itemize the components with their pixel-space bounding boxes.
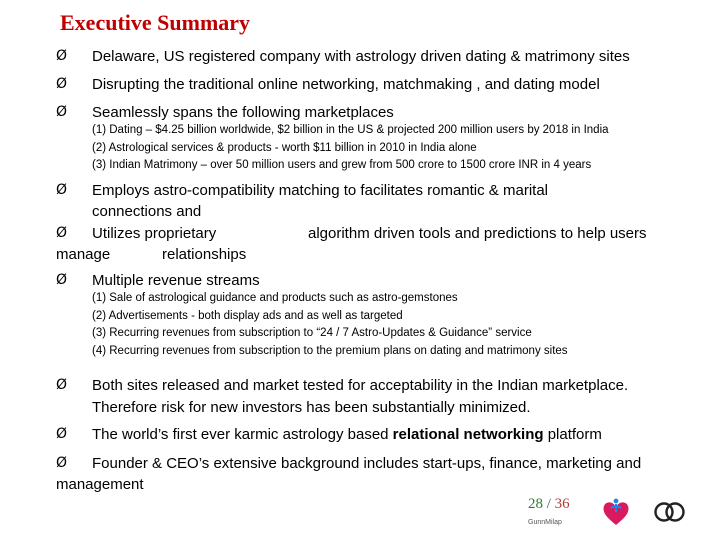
heart-logo-icon: [600, 496, 632, 528]
bullet-text-manage: manage: [56, 246, 111, 263]
bullet-arrow-icon: Ø: [56, 76, 68, 92]
list-item: (2) Advertisements - both display ads and as well as targeted: [92, 309, 403, 322]
list-item: (1) Sale of astrological guidance and products such as astro-gemstones: [92, 292, 458, 304]
page-title: Executive Summary: [60, 10, 251, 35]
wedding-rings-icon: [652, 498, 688, 524]
bullet-text-line1: Employs astro-compatibility matching to facilitates romantic & marital: [92, 182, 548, 199]
bullet-arrow-icon: Ø: [56, 104, 68, 120]
karmic-bold-text: relational networking: [392, 426, 544, 443]
brand-caption: GunnMilap: [528, 519, 562, 526]
list-item: (3) Indian Matrimony – over 50 million users and grew from 500 crore to 1500 crore INR in 4 years: [92, 159, 592, 171]
bullet-text: Seamlessly spans the following marketplaces: [92, 104, 394, 121]
bullet-text-line1: Founder & CEO’s extensive background includes start-ups, finance, marketing and: [92, 455, 642, 472]
bullet-arrow-icon: Ø: [56, 377, 68, 393]
bullet-arrow-icon: Ø: [56, 426, 68, 442]
bullet-arrow-icon: Ø: [56, 182, 68, 198]
bullet-arrow-icon: Ø: [56, 48, 68, 64]
bullet-text: Multiple revenue streams: [92, 272, 260, 289]
page-separator: /: [546, 496, 551, 512]
bullet-arrow-icon: Ø: [56, 225, 68, 241]
bullet-text: [92, 424, 602, 445]
bullet-text-part1: Utilizes proprietary: [92, 225, 217, 242]
bullet-text-line2: management: [56, 476, 144, 493]
marketplace-list: [92, 122, 609, 175]
bullet-text-line2: Therefore risk for new investors has been substantially minimized.: [92, 399, 531, 416]
karmic-text: The world’s first ever karmic astrology based: [92, 426, 393, 443]
bullet-text-relationships: relationships: [162, 246, 247, 263]
bullet-text-part2: algorithm driven tools and predictions to help users: [308, 225, 647, 242]
list-item: (1) Dating – $4.25 billion worldwide, $2 billion in the US & projected 200 million users by 2018 in India: [92, 124, 609, 136]
karmic-text-end: platform: [543, 426, 602, 443]
list-item: (3) Recurring revenues from subscription to “24 / 7 Astro-Updates & Guidance” service: [92, 327, 532, 339]
bullet-text-line2: connections and: [92, 203, 202, 220]
page-current: 28: [528, 496, 543, 512]
page-number: [528, 496, 570, 513]
bullet-text: Disrupting the traditional online networking, matchmaking , and dating model: [92, 76, 600, 93]
page-total: 36: [554, 496, 570, 512]
bullet-text: Delaware, US registered company with astrology driven dating & matrimony sites: [92, 48, 630, 65]
list-item: (2) Astrological services & products - worth $11 billion in 2010 in India alone: [92, 141, 477, 154]
bullet-arrow-icon: Ø: [56, 455, 68, 471]
bullet-arrow-icon: Ø: [56, 272, 68, 288]
list-item: (4) Recurring revenues from subscription to the premium plans on dating and matrimony sites: [92, 344, 568, 357]
bullet-text-line1: Both sites released and market tested for acceptability in the Indian marketplace.: [92, 377, 629, 394]
revenue-list: [92, 290, 568, 360]
